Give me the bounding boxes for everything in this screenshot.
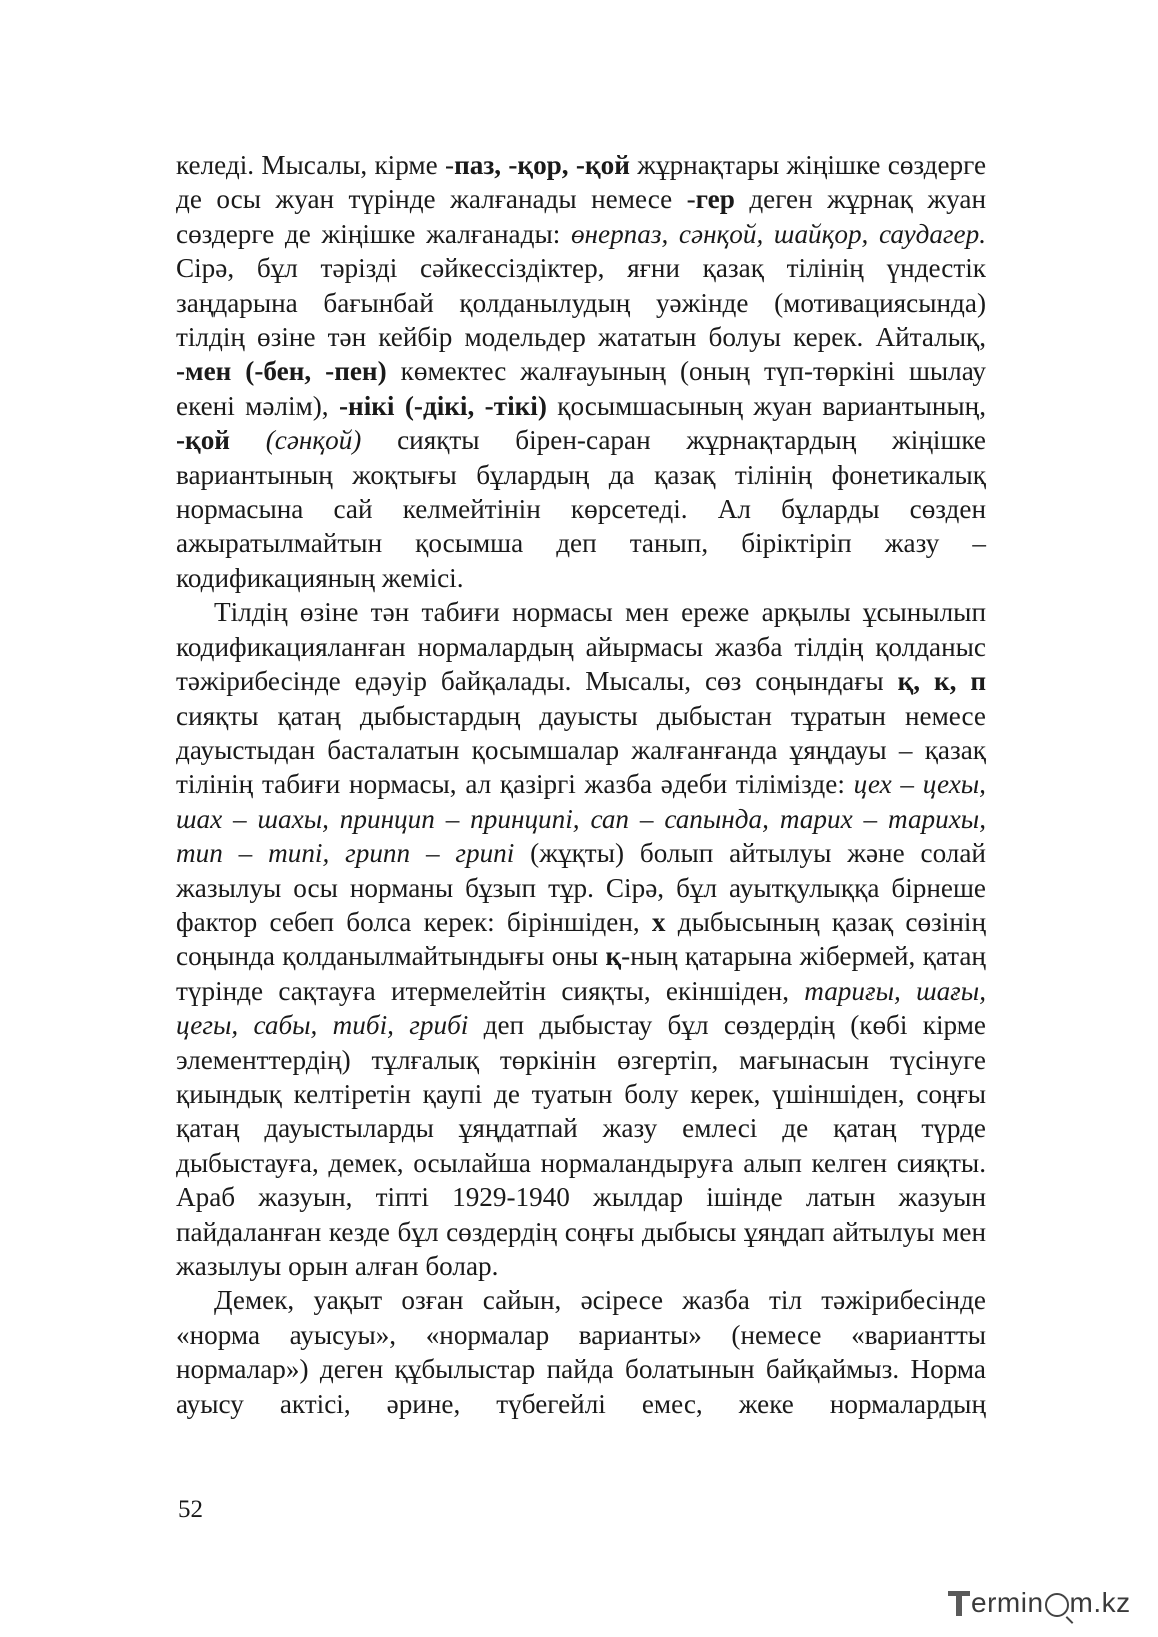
text-run: қосымшасының жуан вариантының, — [546, 390, 987, 421]
termincom-logo[interactable] — [948, 1583, 1148, 1623]
paragraph-3 — [176, 1283, 986, 1421]
paragraph-1 — [176, 148, 986, 595]
page-number: 52 — [178, 1496, 203, 1523]
text-run: сияқты бірен-саран жұрнақтардың жіңішке вариантының жоқтығы бұлардың да қазақ тілінің фонетикалық нормасына сай келмейтінін көрсетеді. Ал бұларды сөзден ажыратылмайтын қосымша деп танып, біріктіріп жазу – кодификацияның жемісі. — [176, 425, 987, 593]
text-run: Демек, уақыт озған сайын, әсіресе жазба тіл тәжірибесінде «норма ауысуы», «нормалар варианты» (немесе «вариантты нормалар») деген құбылыстар пайда болатынын байқаймыз. Норма ауысу актісі, әрине, түбегейлі емес, жеке нормалардың — [176, 1285, 986, 1419]
text-run: -мен (-бен, -пен) — [176, 356, 387, 387]
text-run: жұрнақтары жіңішке сөздерге де осы жуан түрінде жалғанады немесе - — [176, 150, 987, 215]
text-run: -ның қатарына жібермей, қатаң түрінде сақтауға итермелейтін сияқты, екіншіден, — [176, 941, 986, 1006]
body-text — [176, 148, 986, 1421]
text-run: -нікі (-дікі, -тікі) — [338, 390, 547, 421]
text-run: х — [651, 906, 666, 937]
logo-text-part1: ermin — [971, 1587, 1044, 1618]
text-run: (жұқты) болып айтылуы және солай жазылуы осы норманы бұзып тұр. Сірә, бұл ауытқулыққа бірнеше фактор себеп болса керек: біріншіден, — [176, 838, 986, 937]
text-run: -қой — [176, 425, 230, 456]
text-run: деп дыбыстау бұл сөздердің (көбі кірме элементтердің) тұлғалық төркінін өзгертіп, мағынасын түсінуге қиындық келтіретін қаупі де туатын болу керек, үшіншіден, соңғы қатаң дауыстыларды ұяңдатпай жазу емлесі де қатаң түрде дыбыстауға, демек, осылайша нормаландыруға алып келген сияқты. Араб жазуын, тіпті 1929-1940 жылдар ішінде латын жазуын пайдаланған кезде бұл сөздердің соңғы дыбысы ұяңдап айтылуы мен жазылуы орын алған болар. — [176, 1010, 986, 1281]
t-letter-icon — [948, 1589, 970, 1617]
text-run: гер — [695, 184, 735, 215]
text-run: қ, к, п — [897, 666, 986, 697]
text-run: келеді. Мысалы, кірме - — [176, 150, 455, 180]
text-run: тариғы, шағы, цегы, сабы, тибі, грибі — [176, 975, 987, 1041]
paragraph-2 — [176, 595, 986, 1283]
text-run: Тілдің өзіне тән табиғи нормасы мен ереже арқылы ұсынылып кодификацияланған нормалардың айырмасы жазба тілдің қолданыс тәжірибесінде едәуір байқалады. Мысалы, сөз соңындағы — [176, 597, 986, 697]
text-run: паз, -қор, -қой — [454, 150, 630, 180]
text-run: Сірә, бұл тәрізді сәйкессіздіктер, яғни қазақ тілінің үндестік заңдарына бағынбай қолданылудың уәжінде (мотивациясында) тілдің өзіне тән кейбір модельдер жататын болуы керек. Айталық, — [176, 253, 986, 353]
text-run: өнерпаз, сәнқой, шайқор, саудагер. — [570, 218, 986, 249]
text-run: сияқты қатаң дыбыстардың дауысты дыбыстан тұратын немесе дауыстыдан басталатын қосымшалар жалғанғанда ұяңдауы – қазақ тілінің табиғи нормасы, ал қазіргі жазба әдеби тілімізде: — [176, 700, 986, 800]
magnifier-icon — [1045, 1593, 1069, 1617]
text-run: дыбысының қазақ сөзінің соңында қолданылмайтындығы оны — [176, 906, 986, 972]
text-run: көмектес жалғауының (оның түп-төркіні шылау екені мәлім), — [176, 356, 986, 421]
text-run: деген жұрнақ жуан сөздерге де жіңішке жалғанады: — [176, 184, 986, 249]
text-run — [230, 425, 266, 455]
text-run: (сәнқой) — [265, 425, 362, 456]
text-run: қ — [605, 941, 622, 972]
logo-text-part2: m.kz — [1069, 1587, 1131, 1618]
text-run: цех – цехы, шах – шахы, принцип – принципі, сап – сапында, тарих – тарихы, тип – типі, грипп – грипі — [176, 769, 986, 869]
